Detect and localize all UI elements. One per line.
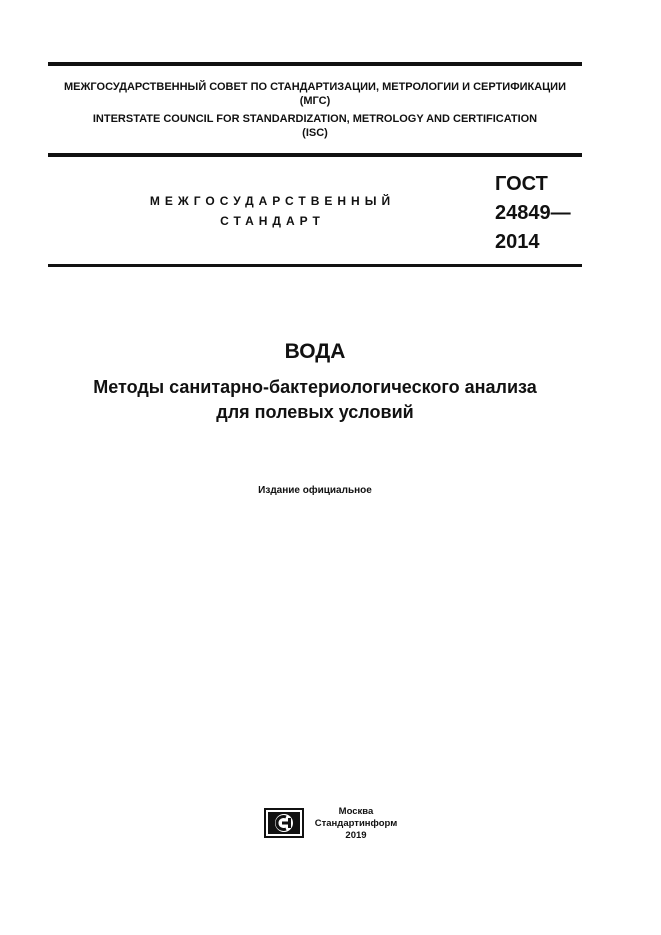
standard-type-line1: МЕЖГОСУДАРСТВЕННЫЙ bbox=[149, 194, 396, 208]
edition-label: Издание официальное bbox=[258, 485, 372, 496]
council-ru bbox=[48, 80, 582, 108]
council-en-abbr: (ISC) bbox=[302, 127, 328, 139]
council-ru-name: МЕЖГОСУДАРСТВЕННЫЙ СОВЕТ ПО СТАНДАРТИЗАЦИИ, МЕТРОЛОГИИ И СЕРТИФИКАЦИИ bbox=[63, 81, 566, 93]
gost-year: 2014 bbox=[495, 231, 540, 253]
publisher-imprint bbox=[304, 806, 408, 842]
gost-label: ГОСТ bbox=[495, 173, 548, 195]
council-en bbox=[48, 112, 582, 140]
standard-type-line2: СТАНДАРТ bbox=[220, 214, 325, 228]
publisher-city: Москва bbox=[338, 806, 374, 817]
council-en-name: INTERSTATE COUNCIL FOR STANDARDIZATION, METROLOGY AND CERTIFICATION bbox=[92, 113, 538, 125]
document-subtitle bbox=[48, 375, 582, 425]
publication-year: 2019 bbox=[345, 830, 367, 841]
standartinform-logo-icon bbox=[264, 808, 304, 838]
middle-rule bbox=[48, 153, 582, 157]
council-ru-abbr: (МГС) bbox=[299, 95, 331, 107]
gost-designation bbox=[495, 170, 571, 257]
gost-number: 24849— bbox=[495, 202, 571, 224]
publisher-name: Стандартинформ bbox=[314, 818, 398, 829]
subtitle-line1: Методы санитарно-бактериологического анализа bbox=[93, 377, 537, 397]
top-rule bbox=[48, 62, 582, 66]
lower-rule bbox=[48, 264, 582, 267]
subtitle-line2: для полевых условий bbox=[216, 402, 414, 422]
document-title: ВОДА bbox=[284, 340, 346, 363]
